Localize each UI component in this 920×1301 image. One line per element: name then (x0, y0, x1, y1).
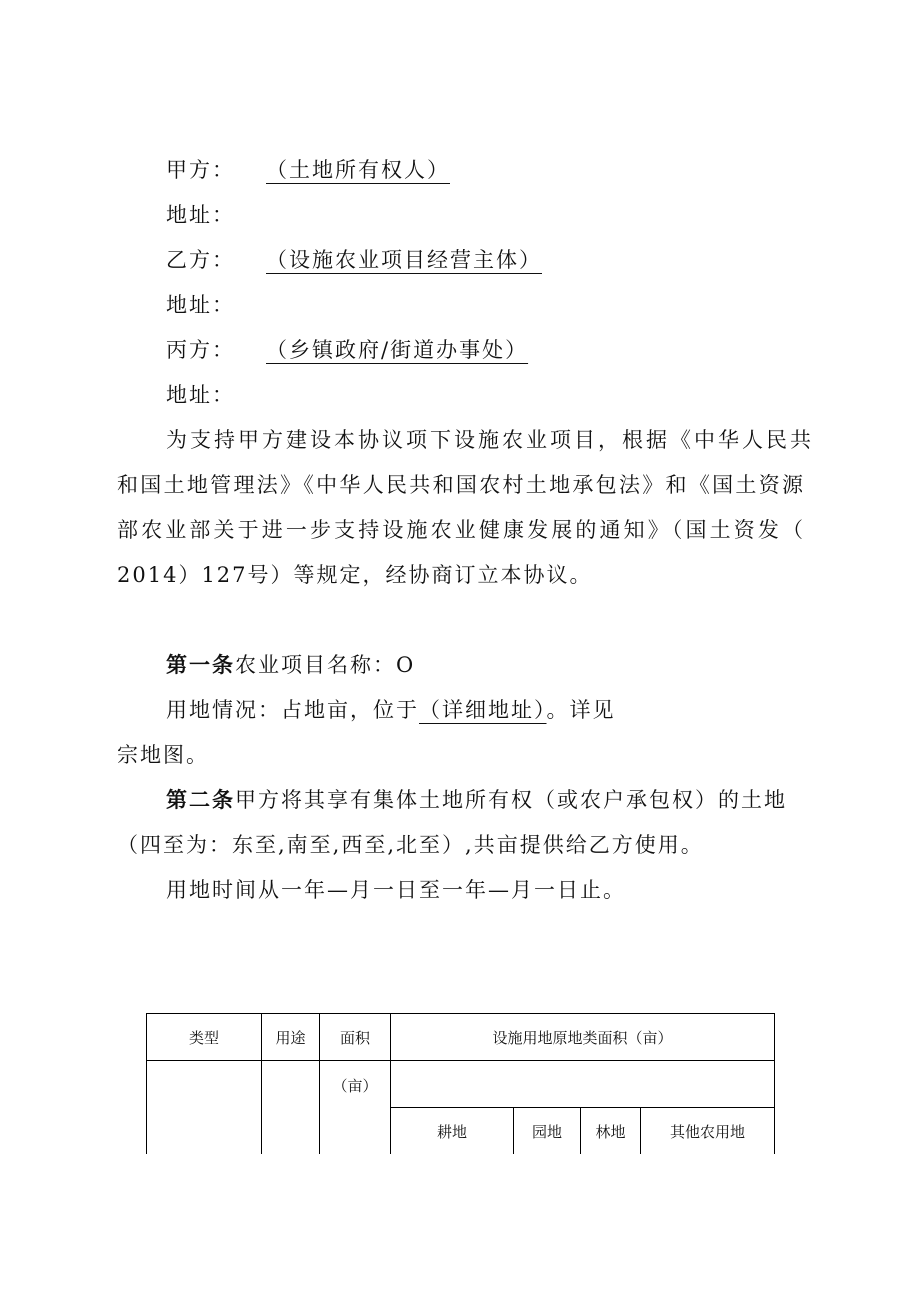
page-cutoff (140, 1154, 780, 1174)
article-1-text: 农业项目名称：O (235, 653, 416, 677)
preamble-line-2: 和国土地管理法》《中华人民共和国农村土地承包法》和《国土资源 (117, 473, 803, 497)
party-c (166, 335, 528, 365)
header-area: 面积 (320, 1014, 391, 1061)
party-c-address: 地址： (166, 383, 235, 407)
preamble-line-3: 部农业部关于进一步支持设施农业健康发展的通知》（国土资发（ (117, 518, 803, 542)
header-original-land-area: 设施用地原地类面积（亩） (391, 1014, 775, 1061)
article-2-line-1: 甲方将其享有集体土地所有权（或农户承包权）的土地 (235, 788, 787, 812)
header-farmland: 耕地 (391, 1108, 514, 1155)
article-2 (166, 785, 787, 815)
article-1-usage (166, 695, 616, 725)
usage-address: （详细地址） (419, 698, 547, 722)
usage-line-2: 宗地图。 (117, 743, 209, 767)
party-a-value: （土地所有权人） (266, 158, 450, 182)
header-forest: 林地 (581, 1108, 641, 1155)
article-1 (166, 650, 415, 680)
preamble-line-1: 为支持甲方建设本协议项下设施农业项目，根据《中华人民共 (166, 428, 814, 452)
party-c-value: （乡镇政府/街道办事处） (266, 338, 529, 362)
article-2-heading: 第二条 (166, 787, 235, 812)
party-a-address: 地址： (166, 203, 235, 227)
area-unit: （亩） (320, 1061, 391, 1155)
usage-prefix: 用地情况：占地亩，位于 (166, 698, 419, 722)
article-2-line-2: （四至为：东至,南至,西至,北至）,共亩提供给乙方使用。 (117, 833, 704, 857)
usage-suffix: 。详见 (546, 698, 616, 722)
party-a (166, 155, 450, 185)
article-2-line-3: 用地时间从一年—月一日至一年—月一日止。 (166, 878, 626, 902)
cell-type (147, 1061, 262, 1155)
header-use: 用途 (262, 1014, 320, 1061)
header-type: 类型 (147, 1014, 262, 1061)
cell-use (262, 1061, 320, 1155)
party-a-label: 甲方： (166, 158, 235, 182)
party-b-value: （设施农业项目经营主体） (266, 248, 542, 272)
party-b-label: 乙方： (166, 248, 235, 272)
party-b (166, 245, 542, 275)
land-use-table (146, 1013, 775, 1155)
header-garden: 园地 (514, 1108, 581, 1155)
header-other-agricultural: 其他农用地 (641, 1108, 775, 1155)
preamble-line-4: 2014）127号）等规定，经协商订立本协议。 (117, 563, 593, 587)
party-b-address: 地址： (166, 293, 235, 317)
cell-blank (391, 1061, 775, 1108)
party-c-label: 丙方： (166, 338, 235, 362)
article-1-heading: 第一条 (166, 652, 235, 677)
